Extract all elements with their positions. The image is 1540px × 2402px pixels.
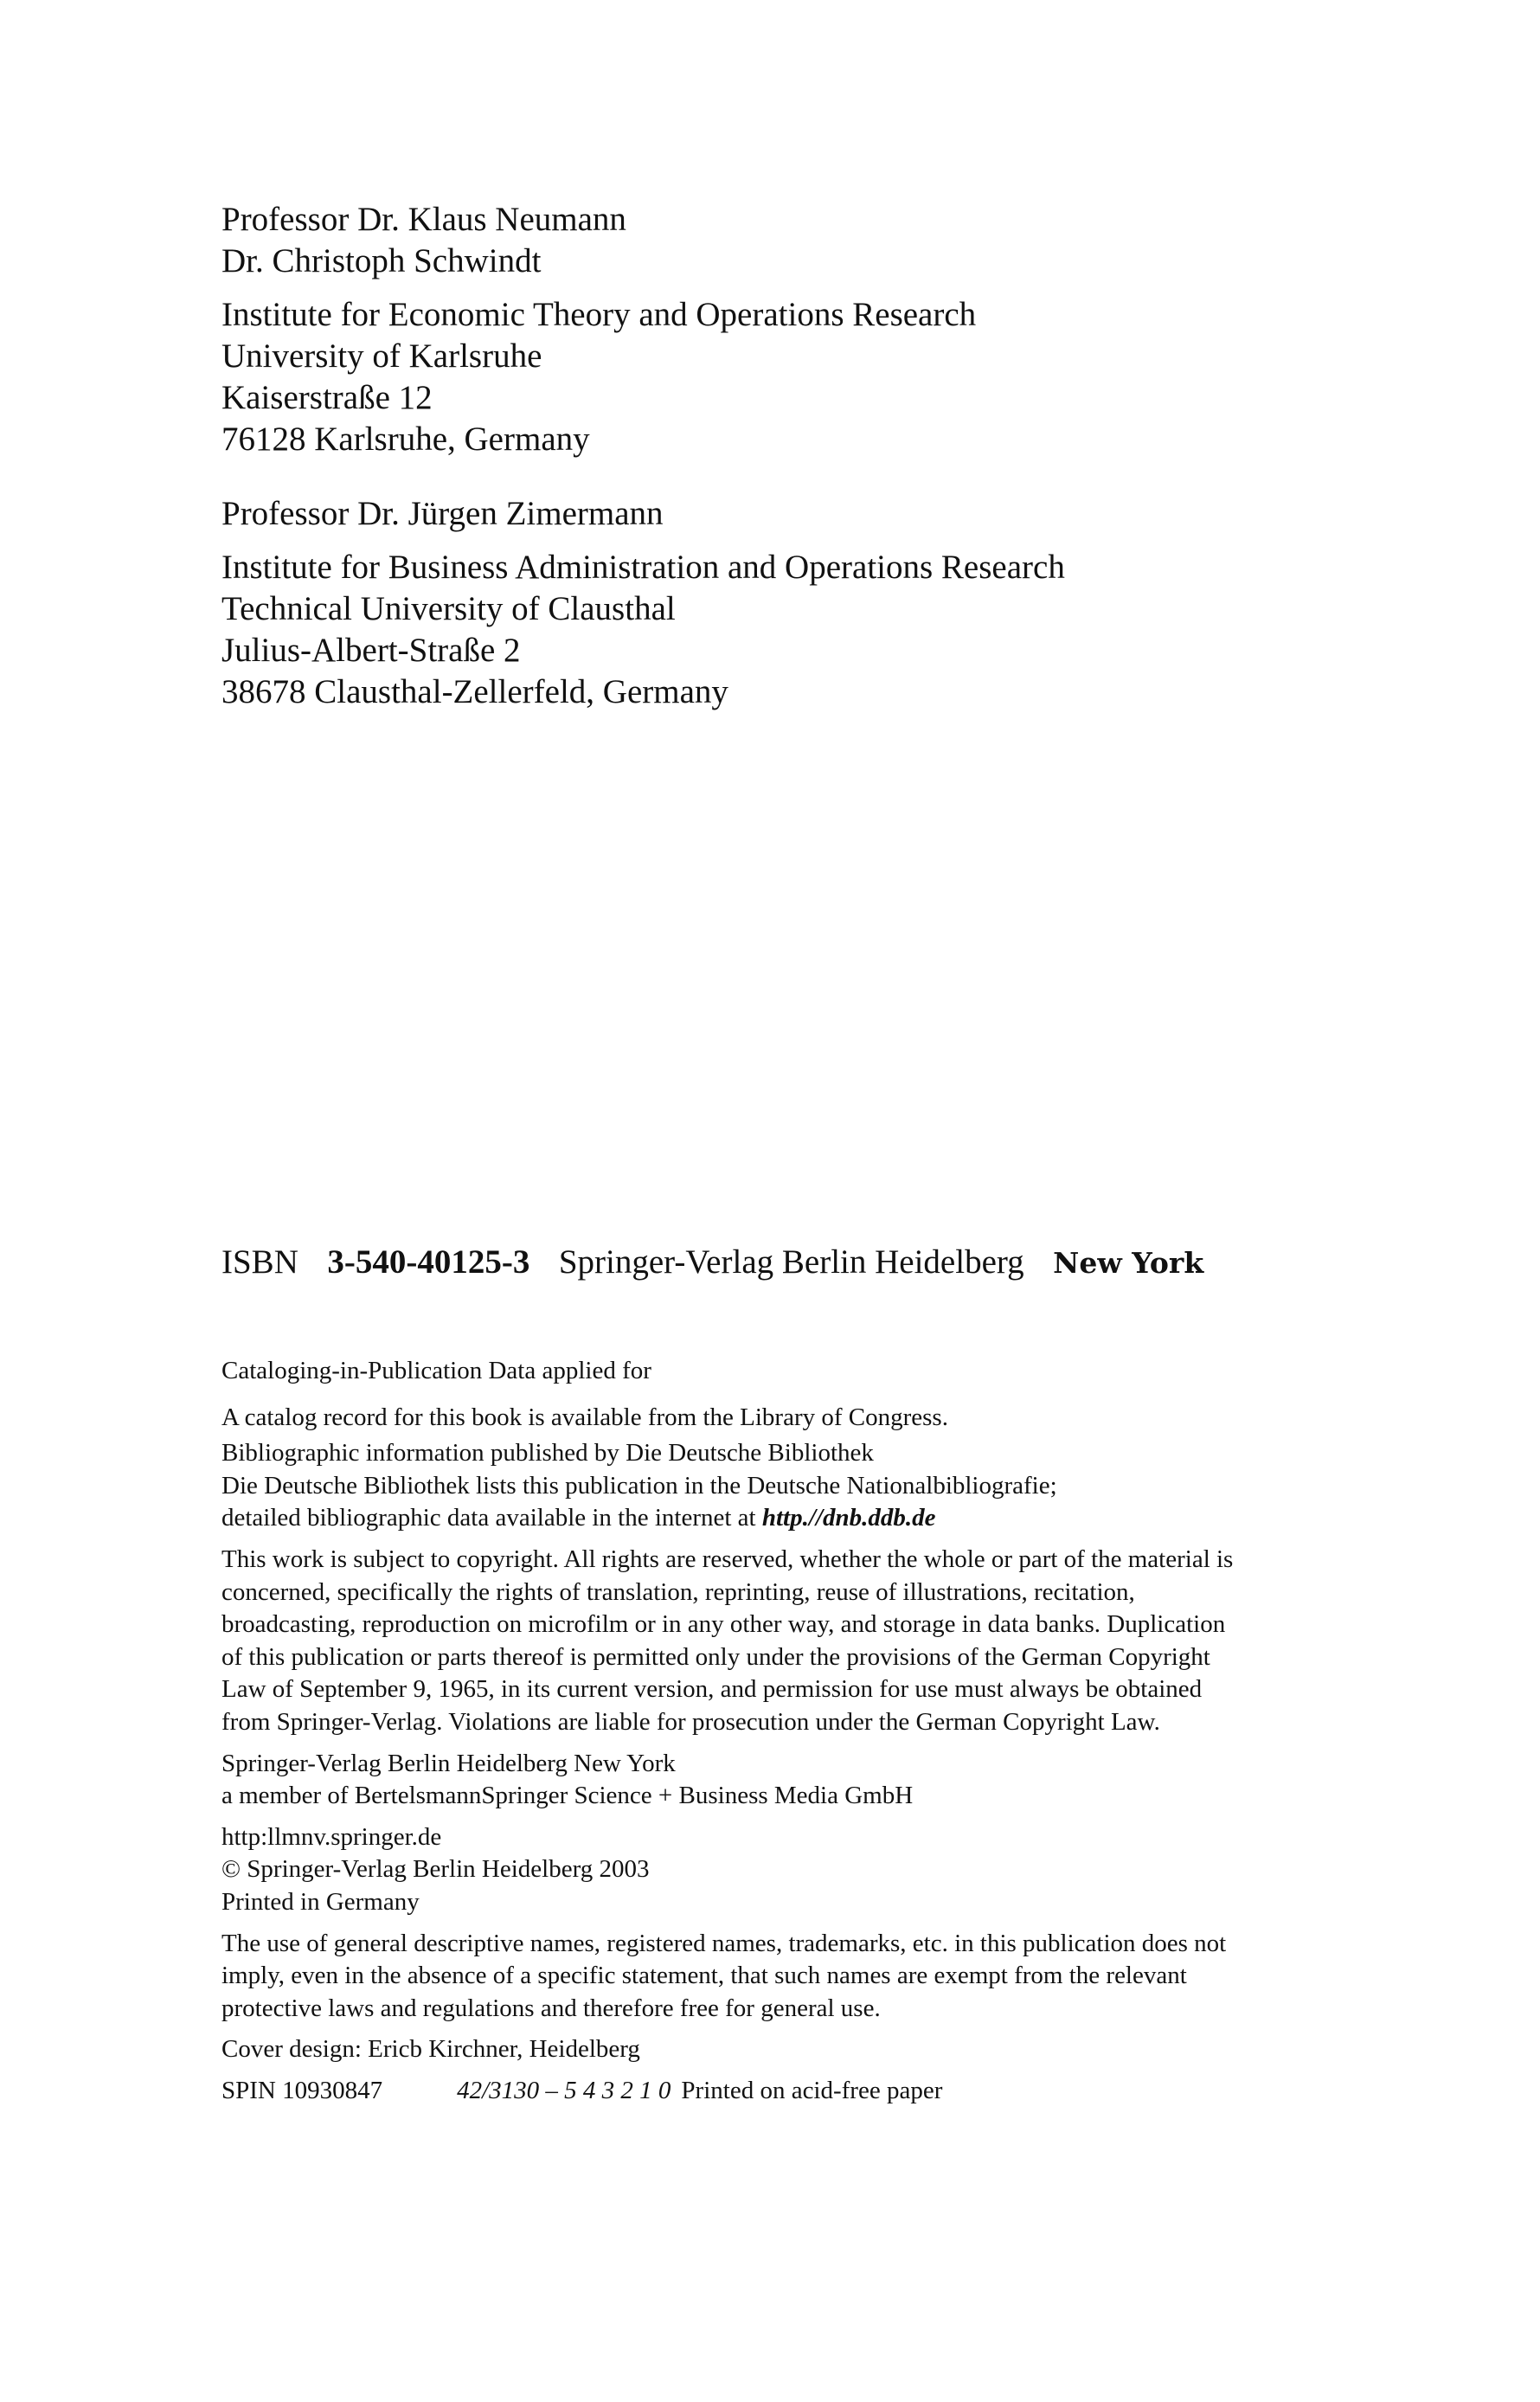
- print-code: 42/3130 – 5 4 3 2 1 0: [457, 2076, 671, 2104]
- printed-line: Printed in Germany: [221, 1887, 420, 1916]
- institute-line: Institute for Business Administration and Operations Research: [221, 549, 1065, 586]
- author-block-1: [221, 199, 976, 460]
- institute-line: Institute for Economic Theory and Operations Research: [221, 296, 977, 333]
- author-name: Professor Dr. Klaus Neumann: [221, 201, 626, 238]
- biblio-url-link[interactable]: http.//dnb.ddb.de: [761, 1504, 936, 1532]
- city-line: 38678 Clausthal-Zellerfeld, Germany: [221, 673, 728, 710]
- author-name: Dr. Christoph Schwindt: [221, 242, 542, 279]
- university-line: University of Karlsruhe: [221, 337, 542, 375]
- imprint-block: [221, 1355, 1251, 2107]
- cip-line: Cataloging-in-Publication Data applied for: [221, 1357, 651, 1384]
- copyright-year-line: © Springer-Verlag Berlin Heidelberg 2003: [221, 1855, 650, 1884]
- copyright-notice: This work is subject to copyright. All rights are reserved, whether the whole or part of the material is concerned, specifically the rights of translation, reprinting, reuse of illustrations, recitation, broadcasting, reproduction on microfilm or in any other way, and storage in data banks. Duplication of this publication or parts thereof is permitted only under the provisions of the German Copyright Law of September 9, 1965, in its current version, and permission for use must always be obtained from Springer-Verlag. Violations are liable for prosecution under the German Copyright Law.: [221, 1545, 1234, 1736]
- paper-note: Printed on acid-free paper: [681, 2076, 943, 2104]
- spin-row: [221, 2075, 1251, 2108]
- catalog-record-line: A catalog record for this book is available from the Library of Congress.: [221, 1403, 948, 1431]
- website-link[interactable]: http:llmnv.springer.de: [221, 1822, 442, 1851]
- isbn-label: ISBN: [221, 1243, 298, 1281]
- street-line: Kaiserstraße 12: [221, 379, 433, 416]
- biblio-line: Bibliographic information published by Die Deutsche Bibliothek: [221, 1439, 874, 1468]
- street-line: Julius-Albert-Straße 2: [221, 632, 521, 669]
- biblio-detail-text: detailed bibliographic data available in the internet at: [221, 1504, 762, 1532]
- isbn-number: 3-540-40125-3: [327, 1243, 530, 1281]
- biblio-line: Die Deutsche Bibliothek lists this publication in the Deutsche Nationalbibliografie;: [221, 1471, 1057, 1500]
- university-line: Technical University of Clausthal: [221, 590, 676, 627]
- biblio-detail-line: [221, 1502, 1251, 1535]
- cover-design-line: Cover design: Ericb Kirchner, Heidelberg: [221, 2035, 640, 2064]
- trademark-notice: The use of general descriptive names, registered names, trademarks, etc. in this publication does not imply, even in the absence of a specific statement, that such names are exempt from the relevant protective laws and regulations and therefore free for general use.: [221, 1929, 1227, 2022]
- isbn-city: New York: [1053, 1246, 1204, 1280]
- city-line: 76128 Karlsruhe, Germany: [221, 421, 590, 458]
- isbn-publisher: Springer-Verlag Berlin Heidelberg: [558, 1243, 1024, 1281]
- publisher-line: Springer-Verlag Berlin Heidelberg New York: [221, 1749, 676, 1777]
- spin-number: SPIN 10930847: [221, 2076, 383, 2104]
- isbn-line: [221, 1243, 1203, 1281]
- author-name: Professor Dr. Jürgen Zimermann: [221, 495, 664, 532]
- publisher-line: a member of BertelsmannSpringer Science + Business Media GmbH: [221, 1782, 914, 1810]
- author-block-2: [221, 493, 1065, 713]
